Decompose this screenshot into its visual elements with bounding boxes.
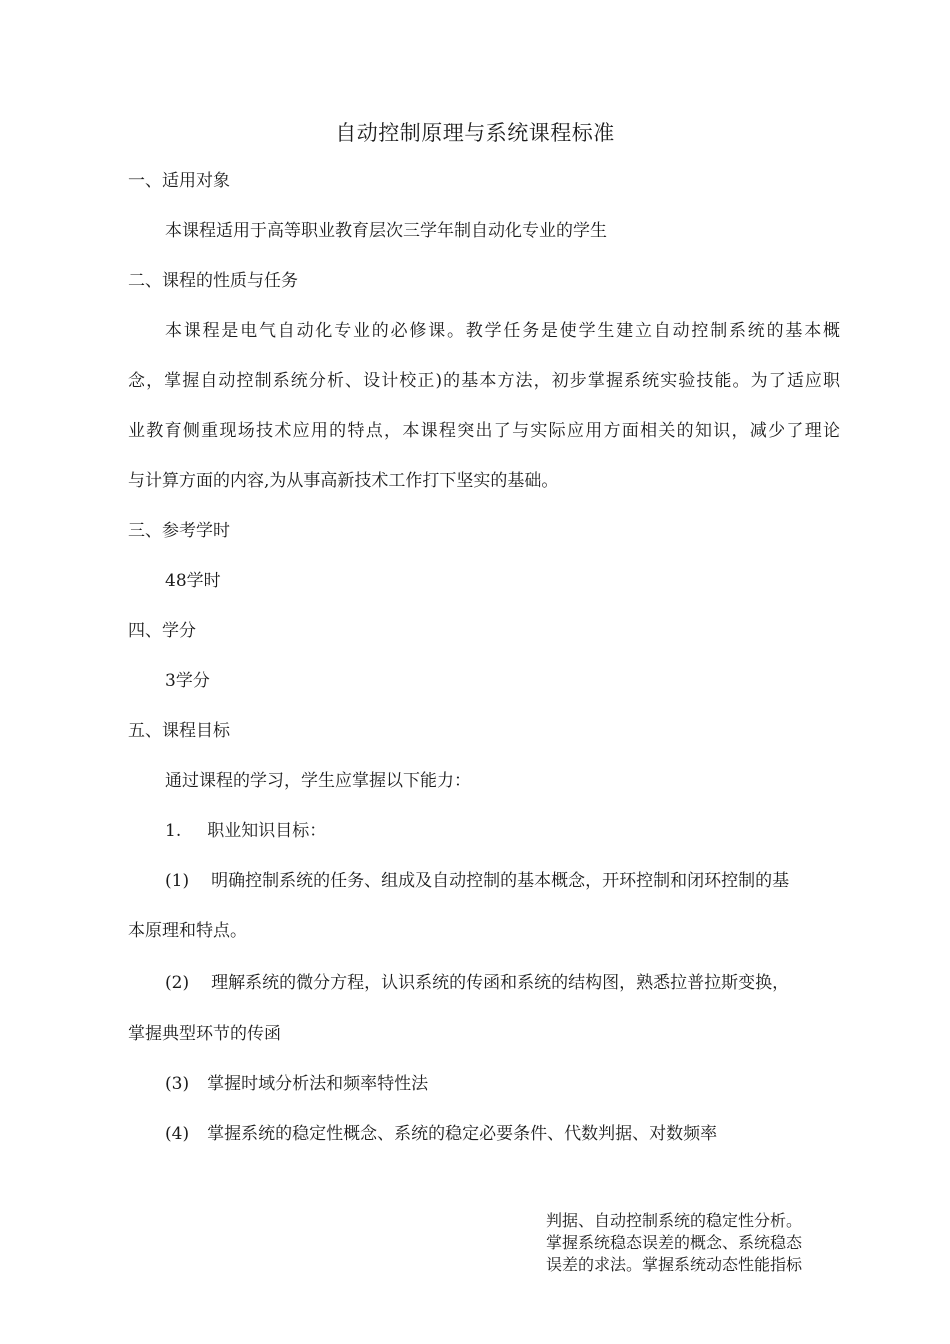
continuation-line-3: 误差的求法。掌握系统动态性能指标 [546, 1255, 803, 1274]
objective-item-1 [165, 866, 840, 891]
item-text: 明确控制系统的任务、组成及自动控制的基本概念，开环控制和闭环控制的基 [211, 871, 790, 891]
section-heading-4: 四、学分 [128, 621, 196, 641]
item-number: (1) [165, 871, 190, 891]
subsection-1 [165, 816, 326, 841]
section-3-text: 48学时 [165, 571, 221, 591]
item-number: (2) [165, 973, 190, 993]
objective-item-3 [165, 1069, 428, 1094]
page-title: 自动控制原理与系统课程标准 [335, 121, 615, 145]
section-heading-5: 五、课程目标 [128, 721, 230, 741]
objective-item-4 [165, 1119, 717, 1144]
objective-item-2-cont: 掌握典型环节的传函 [128, 1024, 281, 1044]
item-text: 掌握时域分析法和频率特性法 [207, 1074, 429, 1094]
section-2-line-4: 与计算方面的内容,为从事高新技术工作打下坚实的基础。 [128, 471, 559, 491]
section-4-text: 3学分 [165, 671, 210, 691]
section-1-text: 本课程适用于高等职业教育层次三学年制自动化专业的学生 [165, 221, 607, 241]
subsection-number: 1. [165, 821, 182, 841]
item-text: 掌握系统的稳定性概念、系统的稳定必要条件、代数判据、对数频率 [207, 1124, 718, 1144]
continuation-block [546, 1210, 842, 1276]
section-2-line-1: 本课程是电气自动化专业的必修课。教学任务是使学生建立自动控制系统的基本概 [165, 321, 840, 341]
item-number: (3) [165, 1074, 190, 1094]
section-heading-1: 一、适用对象 [128, 171, 230, 191]
item-text: 理解系统的微分方程，认识系统的传函和系统的结构图，熟悉拉普拉斯变换， [211, 973, 790, 993]
section-heading-3: 三、参考学时 [128, 521, 230, 541]
continuation-line-1: 判据、自动控制系统的稳定性分析。 [546, 1211, 803, 1230]
objective-item-1-cont: 本原理和特点。 [128, 921, 247, 941]
item-number: (4) [165, 1124, 190, 1144]
subsection-label: 职业知识目标： [207, 821, 327, 841]
section-heading-2: 二、课程的性质与任务 [128, 271, 298, 291]
section-2-line-3: 业教育侧重现场技术应用的特点，本课程突出了与实际应用方面相关的知识，减少了理论 [128, 421, 840, 441]
section-2-line-2: 念，掌握自动控制系统分析、设计校正)的基本方法，初步掌握系统实验技能。为了适应职 [128, 371, 840, 391]
section-5-intro: 通过课程的学习，学生应掌握以下能力： [165, 771, 471, 791]
continuation-line-2: 掌握系统稳态误差的概念、系统稳态 [546, 1233, 803, 1252]
objective-item-2 [165, 968, 789, 993]
